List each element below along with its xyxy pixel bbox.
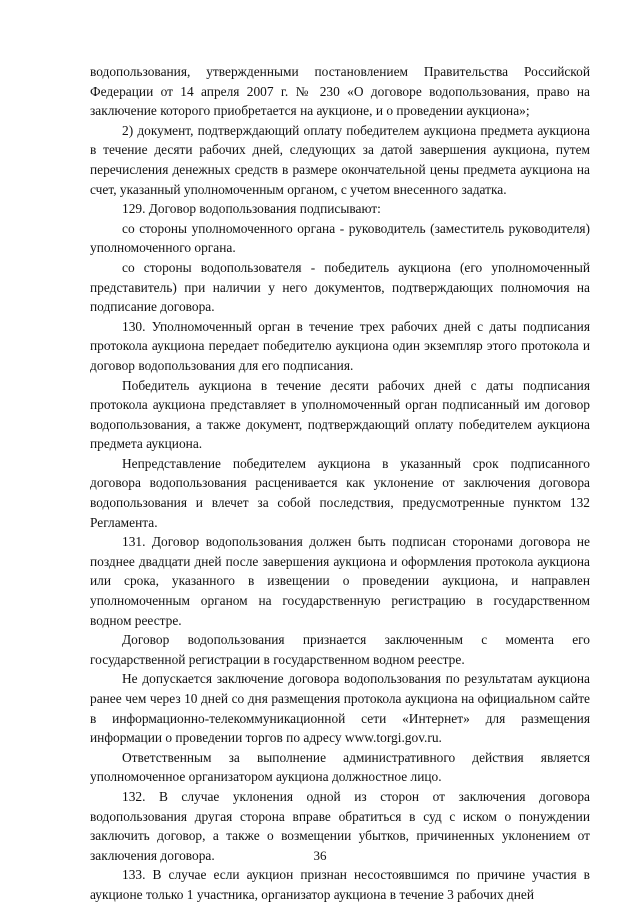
paragraph: 129. Договор водопользования подписывают: (122, 201, 381, 217)
paragraph: 133. В случае если аукцион признан несостоявшимся по причине участия в аукционе только 1 участника, организатор аукциона в течение 3 рабочих дней (90, 867, 590, 902)
paragraph: со стороны водопользователя - победитель аукциона (его уполномоченный представитель) при наличии у него документов, подтверждающих полномочия на подписание договора. (90, 259, 590, 315)
paragraph: водопользования, утвержденными постановлением Правительства Российской Федерации от 14 апреля 2007 г. № 230 «О договоре водопользования, право на заключение которого приобретается на аукционе, и о проведении аукциона»; (90, 64, 590, 119)
paragraph: 131. Договор водопользования должен быть подписан сторонами договора не позднее двадцати дней после завершения аукциона и оформления протокола аукциона или срока, указанного в извещении о проведении аукциона, и направлен уполномоченным органом на государственную регистрацию в государственном водном реестре. (90, 534, 590, 628)
paragraph: 132. В случае уклонения одной из сторон от заключения договора водопользования другая сторона вправе обратиться в суд с иском о понуждении заключить договор, а также о возмещении убытков, причиненных уклонением от заключения договора. (90, 788, 590, 863)
paragraph: 2) документ, подтверждающий оплату победителем аукциона предмета аукциона в течение десяти рабочих дней, следующих за датой завершения аукциона, путем перечисления денежных средств в размере окончательной цены предмета аукциона на счет, указанный уполномоченным органом, с учетом внесенного задатка. (90, 122, 590, 197)
body-text (90, 62, 590, 905)
paragraph: Договор водопользования признается заключенным с момента его государственной регистрации в государственном водном реестре. (90, 632, 590, 667)
paragraph: Не допускается заключение договора водопользования по результатам аукциона ранее чем через 10 дней со дня размещения протокола аукциона на официальном сайте в информационно-телекоммуникационной сети «Интернет» для размещения информации о проведении торгов по адресу www.torgi.gov.ru. (90, 671, 590, 746)
paragraph: Непредставление победителем аукциона в указанный срок подписанного договора водопользования расценивается как уклонение от заключения договора водопользования и влечет за собой последствия, предусмотренные пунктом 132 Регламента. (90, 455, 590, 530)
paragraph: Ответственным за выполнение административного действия является уполномоченное организатором аукциона должностное лицо. (90, 749, 590, 785)
page-number: 36 (313, 848, 327, 863)
paragraph: со стороны уполномоченного органа - руководитель (заместитель руководителя) уполномоченного органа. (90, 220, 590, 256)
paragraph: 130. Уполномоченный орган в течение трех рабочих дней с даты подписания протокола аукциона передает победителю аукциона один экземпляр этого протокола и договор водопользования для его подписания. (90, 318, 590, 373)
paragraph: Победитель аукциона в течение десяти рабочих дней с даты подписания протокола аукциона представляет в уполномоченный орган подписанный им договор водопользования, а также документ, подтверждающий оплату победителем аукциона предмета аукциона. (90, 377, 590, 452)
